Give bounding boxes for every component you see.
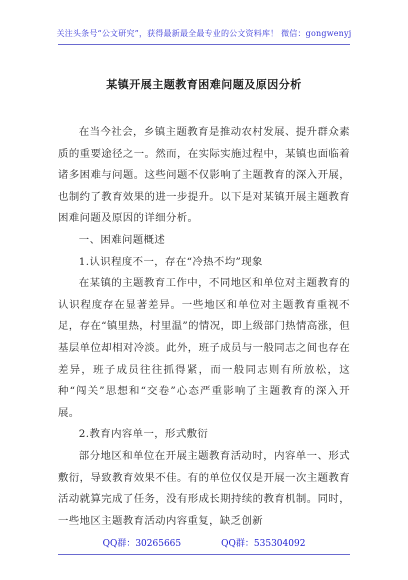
footer-divider xyxy=(58,554,350,555)
body-paragraph: 部分地区和单位在开展主题教育活动时，内容单一、形式敷衍，导致教育效果不佳。有的单位仅仅是开展一次主题教育活动就算完成了任务，没有形成长期持续的教育机制。同时，一些地区主题教育活动内容重复，缺乏创新 xyxy=(58,449,350,527)
subsection-heading: 2.教育内容单一，形式敷衍 xyxy=(78,428,209,441)
section-heading: 一、困难问题概述 xyxy=(78,233,166,246)
header-divider xyxy=(58,44,350,45)
header-banner: 关注头条号“公文研究”，获得最新最全最专业的公文资料库！ 微信：gongwenyj xyxy=(56,29,352,38)
footer-qq-group-1: QQ群：30265665 xyxy=(102,539,182,549)
body-paragraph: 在某镇的主题教育工作中，不同地区和单位对主题教育的认识程度存在显著差异。一些地区和单位对主题教育重视不足，存在“镇里热，村里温”的情况，即上级部门热情高涨，但基层单位却相对冷淡。此外，班子成员与一般同志之间也存在差异，班子成员往往抓得紧，而一般同志则有所放松，这种“闯关”思想和“交卷”心态严重影响了主题教育的深入开展。 xyxy=(58,277,350,419)
subsection-heading: 1.认识程度不一，存在“冷热不均”现象 xyxy=(78,255,263,268)
document-body xyxy=(58,122,350,532)
footer-qq-group-2: QQ群：535304092 xyxy=(221,539,306,549)
document-title: 某镇开展主题教育困难问题及原因分析 xyxy=(106,78,302,91)
intro-paragraph: 在当今社会，乡镇主题教育是推动农村发展、提升群众素质的重要途径之一。然而，在实际实施过程中，某镇也面临着诸多困难与问题。这些问题不仅影响了主题教育的深入开展，也制约了教育效果的进一步提升。以下是对某镇开展主题教育困难问题及原因的详细分析。 xyxy=(58,126,350,225)
footer xyxy=(0,536,408,549)
